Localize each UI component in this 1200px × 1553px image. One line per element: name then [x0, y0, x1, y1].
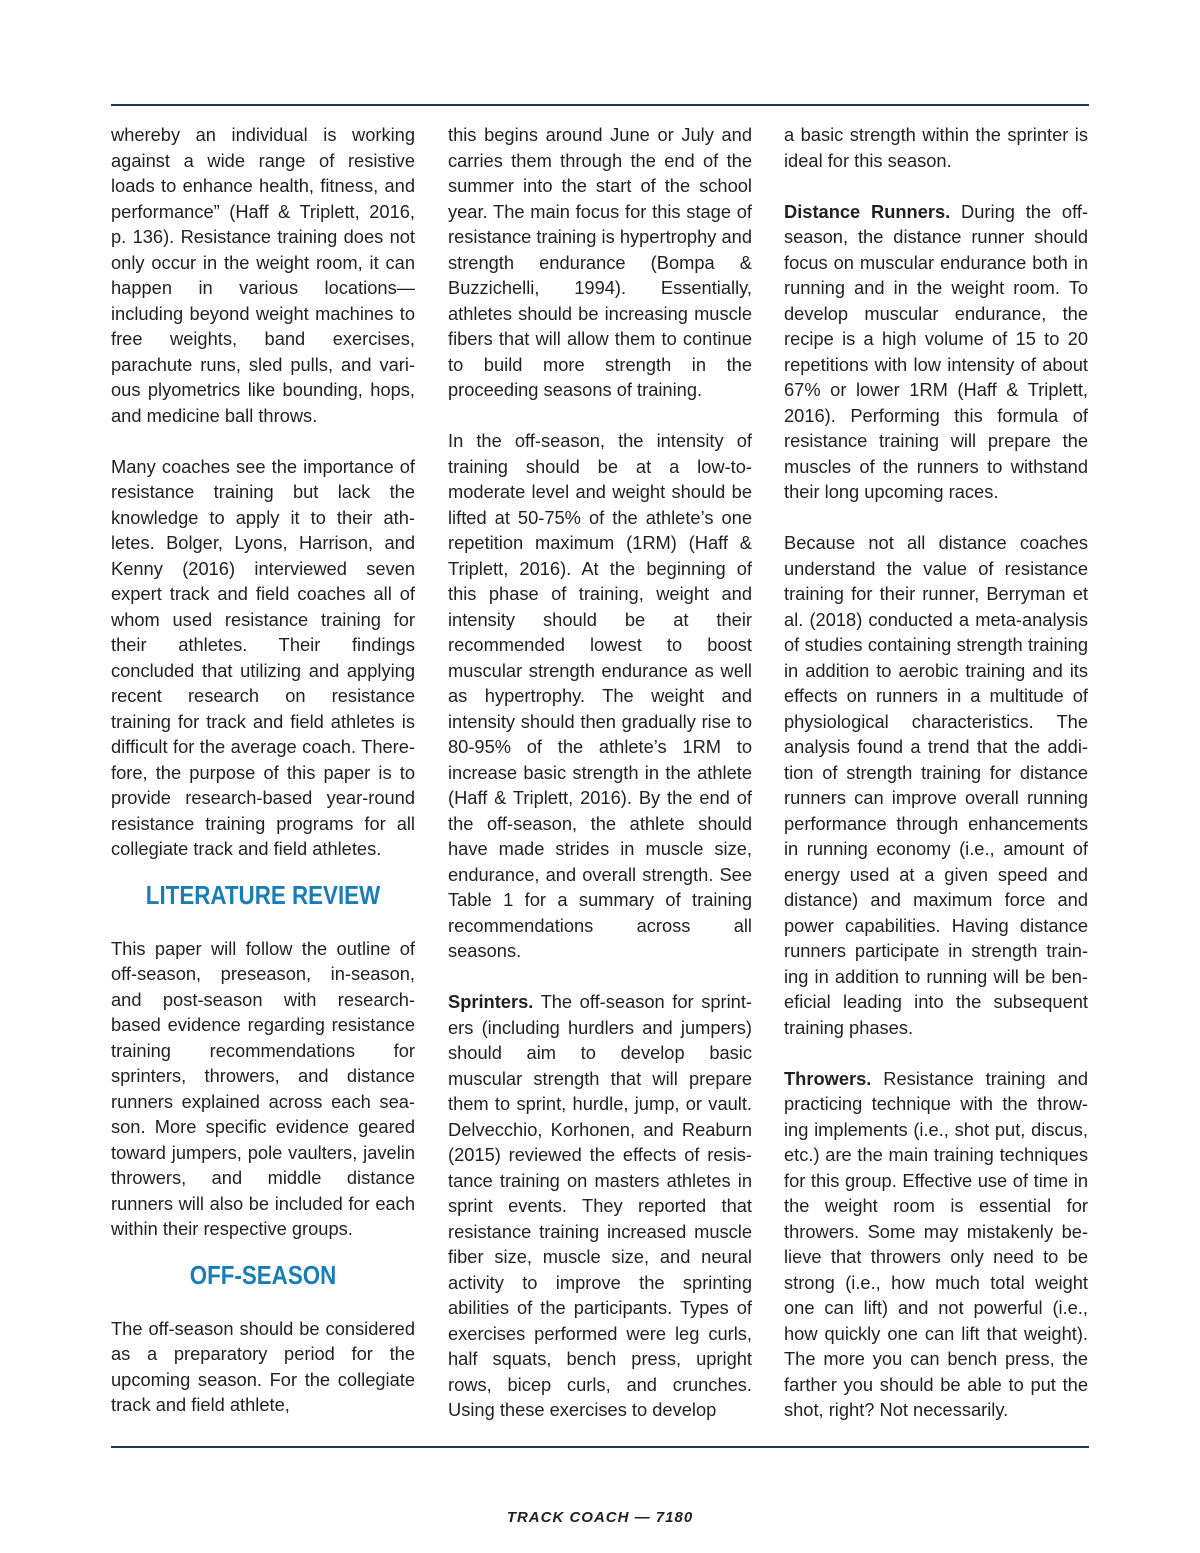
- paragraph: In the off-season, the intensity of training should be at a low-to-moderate level and weight should be lifted at 50-75% of the athlete’s one repetition maximum (1RM) (Haff & Triplett, 2016). At the beginning of this phase of training, weight and intensity should be at their recommended lowest to boost muscular strength endurance as well as hypertrophy. The weight and intensity should then gradually rise to 80-95% of the athlete’s 1RM to increase basic strength in the athlete (Haff & Triplett, 2016). By the end of the off-season, the athlete should have made strides in muscle size, endurance, and overall strength. See Table 1 for a summary of training recommendations across all seasons.: [448, 430, 752, 961]
- paragraph: a basic strength within the sprinter is ideal for this season.: [784, 124, 1088, 171]
- paragraph-throwers: [784, 1066, 1088, 1423]
- page-footer: TRACK COACH — 7180: [506, 1509, 694, 1526]
- section-heading-off-season: OFF-SEASON: [189, 1259, 337, 1290]
- paragraph-distance-runners: [784, 199, 1088, 505]
- paragraph: whereby an individual is working against a wide range of resistive loads to enhance health, fitness, and performance” (Haff & Triplett, 2016, p. 136). Resistance training does not only occur in the weight room, it can happen in various locations—including beyond weight machines to free weights, band exercises, parachute runs, sled pulls, and various plyometrics like bounding, hops, and medicine ball throws.: [111, 124, 415, 426]
- paragraph-text: The off-season for sprinters (including hurdlers and jumpers) should aim to develop basic muscular strength that will prepare them to sprint, hurdle, jump, or vault. Delvecchio, Korhonen, and Reaburn (2015) reviewed the effects of resistance training on masters athletes in sprint events. They reported that resistance training increased muscle fiber size, muscle size, and neural activity to improve the sprinting abilities of the participants. Types of exercises performed were leg curls, half squats, bench press, upright rows, bicep curls, and crunches. Using these exercises to develop: [448, 991, 752, 1420]
- run-in-heading-sprinters: Sprinters.: [448, 991, 534, 1012]
- column-right: [784, 122, 1088, 1423]
- paragraph: Many coaches see the importance of resistance training but lack the knowledge to apply it to their athletes. Bolger, Lyons, Harrison, and Kenny (2016) interviewed seven expert track and field coaches all of whom used resistance training for their athletes. Their findings concluded that utilizing and applying recent research on resistance training for track and field athletes is difficult for the average coach. Therefore, the purpose of this paper is to provide research-based year-round resistance training programs for all collegiate track and field athletes.: [111, 455, 415, 859]
- paragraph-text: Resistance training and practicing technique with the throwing implements (i.e., shot put, discus, etc.) are the main training techniques for this group. Effective use of time in the weight room is essential for throwers. Some may mistakenly believe that throwers only need to be strong (i.e., how much total weight one can lift) and not powerful (i.e., how quickly one can lift that weight). The more you can bench press, the farther you should be able to put the shot, right? Not necessarily.: [784, 1067, 1088, 1420]
- paragraph-sprinters: [448, 989, 752, 1423]
- paragraph: This paper will follow the outline of off-season, preseason, in-season, and post-season with research-based evidence regarding resistance training recommendations for sprinters, throwers, and distance runners explained across each season. More specific evidence geared toward jumpers, pole vaulters, javelin throwers, and middle distance runners will also be included for each within their respective groups.: [111, 937, 415, 1239]
- run-in-heading-distance-runners: Distance Runners.: [784, 200, 951, 222]
- column-middle: [448, 122, 752, 1423]
- paragraph: The off-season should be considered as a preparatory period for the upcoming season. For the collegiate track and field athlete,: [111, 1317, 415, 1415]
- section-heading-literature-review: LITERATURE REVIEW: [145, 879, 381, 910]
- paragraph: this begins around June or July and carries them through the end of the summer into the start of the school year. The main focus for this stage of resistance training is hypertrophy and strength endurance (Bompa & Buzzichelli, 1994). Essentially, athletes should be increasing muscle fibers that will allow them to continue to build more strength in the proceeding seasons of training.: [448, 124, 752, 400]
- column-left: [111, 122, 415, 1418]
- top-rule: [111, 104, 1089, 106]
- paragraph-text: During the off-season, the distance runner should focus on muscular endurance both in running and in the weight room. To develop muscular endurance, the recipe is a high volume of 15 to 20 repetitions with low intensity of about 67% or lower 1RM (Haff & Triplett, 2016). Performing this formula of resistance training will prepare the muscles of the runners to withstand their long upcoming races.: [784, 200, 1089, 502]
- bottom-rule: [111, 1446, 1089, 1448]
- run-in-heading-throwers: Throwers.: [784, 1067, 872, 1089]
- paragraph: Because not all distance coaches understand the value of resistance training for their runner, Berryman et al. (2018) conducted a meta-analysis of studies containing strength training in addition to aerobic training and its effects on runners in a multitude of physiological characteristics. The analysis found a trend that the addition of strength training for distance runners can improve overall running performance through enhancements in running economy (i.e., amount of energy used at a given speed and distance) and maximum force and power capabilities. Having distance runners participate in strength training in addition to running will be beneficial leading into the subsequent training phases.: [784, 532, 1088, 1038]
